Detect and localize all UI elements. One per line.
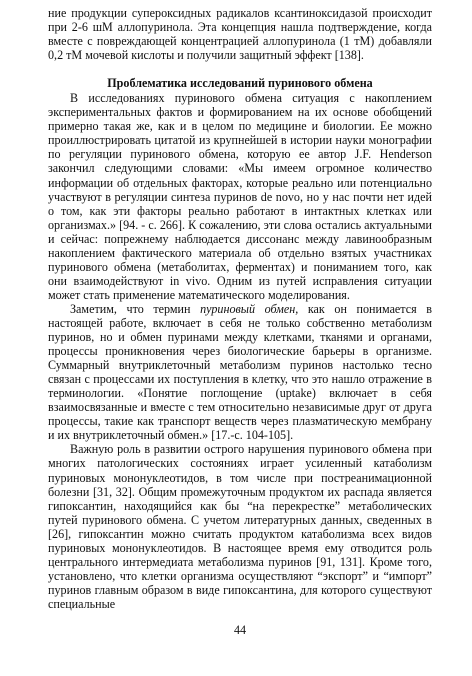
intro-paragraph: ние продукции супероксидных радикалов ксантиноксидазой происходит при 2-6 шМ аллопуринола. Эта концепция нашла подтверждение, когда вместе с повреждающей концентрацией аллопуринола (1 тМ) добавляли 0,2 тМ мочевой кислоты и получили защитный эффект [138]. [48,6,432,63]
paragraph-1: В исследованиях пуринового обмена ситуация с накоплением экспериментальных фактов и формированием на их основе обобщений примерно такая же, как и в целом по медицине и биологии. Ее можно проиллюстрировать цитатой из крупнейшей в истории науки монографии по регуляции пуринового обмена, которую ее автор J.F. Henderson закончил следующими словами: «Мы имеем огромное количество информации об отдельных факторах, которые реально или потенциально участвуют в регуляции синтеза пуринов de novo, но у нас почти нет идей о том, как эти факторы реально работают в интактных клетках или организмах.» [94. - с. 266]. К сожалению, эти слова остались актуальными и сейчас: попрежнему наблюдается диссонанс между лавинообразным накоплением фактического материала об отдельно взятых участниках пуринового обмена (метаболитах, ферментах) и пониманием того, как они взаимодействуют in vivo. Одним из путей исправления ситуации может стать применение математического моделирования. [48,91,432,302]
section-heading: Проблематика исследований пуринового обмена [107,76,373,91]
paragraph-2-start: Заметим, что термин [70,301,201,316]
paragraph-2-italic-term: пуриновый обмен, [200,301,299,316]
document-page [48,6,432,676]
page-number: 44 [233,623,247,637]
paragraph-2 [48,302,432,442]
paragraph-2-rest: как он понимается в настоящей работе, включает в себя не только собственно метаболизм пуринов, но и обмен пуринами между клетками, тканями и органами, процессы проникновения через биологические барьеры в организме. Суммарный внутриклеточный метаболизм пуринов настолько тесно связан с процессами их поступления в клетку, что это нашло отражение в терминологии. «Понятие поглощение (uptake) включает в себя взаимосвязанные и вместе с тем относительно независимые друг от друга процессы, такие как транспорт веществ через плазматическую мембрану и их внутриклеточный обмен.» [17.-с. 104-105]. [48,301,432,443]
paragraph-3: Важную роль в развитии острого нарушения пуринового обмена при многих патологических состояниях играет усиленный катаболизм пуриновых мононуклеотидов, в том числе при постреанимационной болезни [31, 32]. Общим промежуточным продуктом их распада является гипоксантин, находящийся как бы “на перекрестке” метаболических путей пуринового обмена. С учетом литературных данных, сведенных в [26], гипоксантин можно считать продуктом катаболизма всех видов пуриновых мононуклеотидов. В настоящее время ему отводится роль центрального интермедиата метаболизма пуринов [91, 131]. Кроме того, установлено, что клетки организма осуществляют “экспорт” и “импорт” пуринов главным образом в виде гипоксантина, для которого существуют специальные [48,442,432,611]
